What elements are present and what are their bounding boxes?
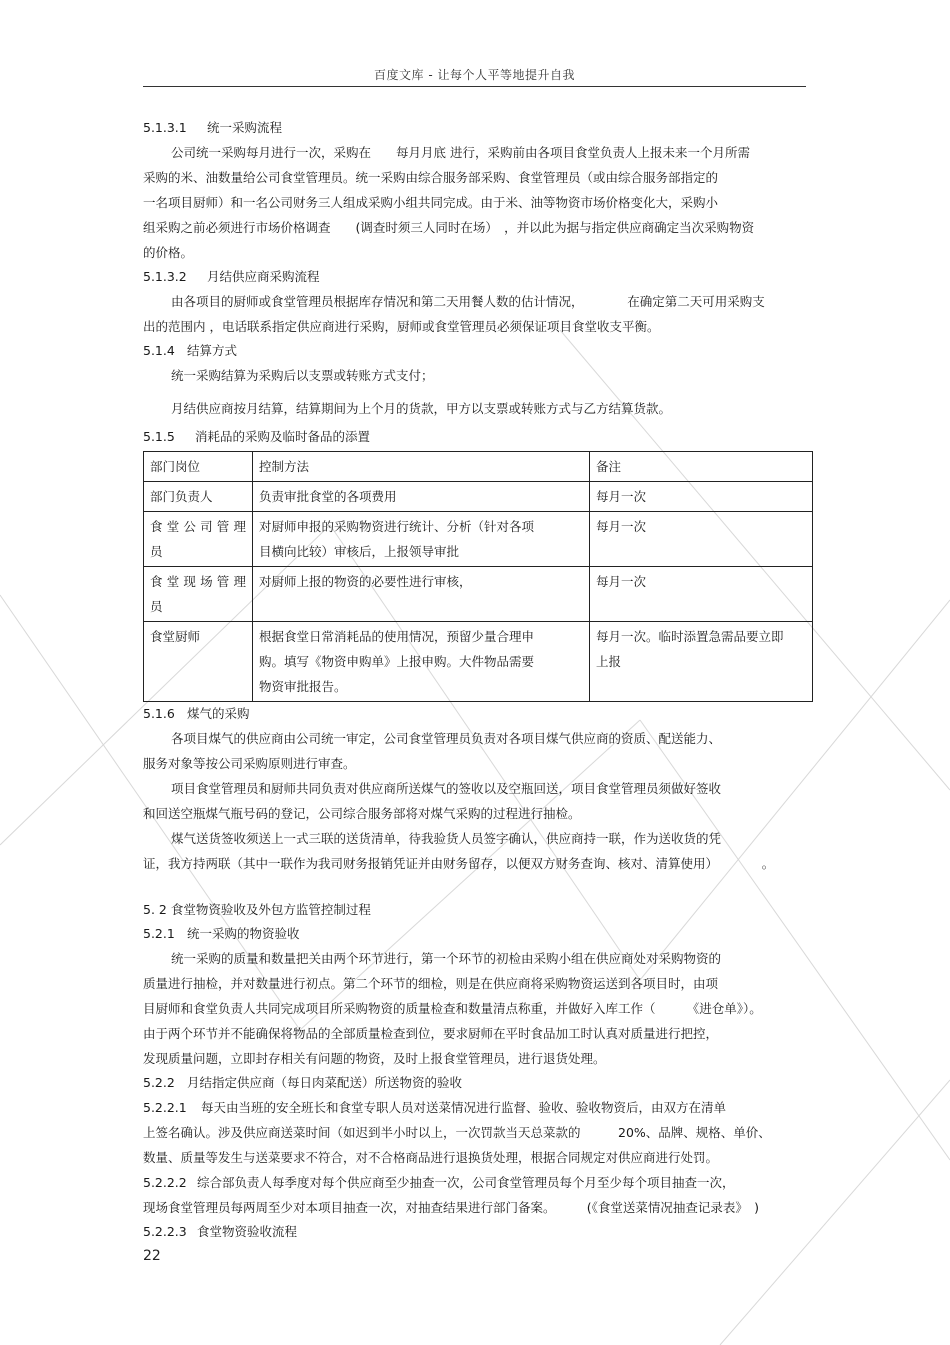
section-title: 消耗品的采购及临时备品的添置 [195, 429, 371, 444]
text-line: 出的范围内 ，电话联系指定供应商进行采购，厨师或食堂管理员必须保证项目食堂收支平衡。 [143, 319, 660, 334]
text-line: 一名项目厨师）和一名公司财务三人组成采购小组共同完成。由于米、油等物资市场价格变化大，采购小 [143, 195, 719, 210]
table-header-cell: 部门岗位 [144, 452, 253, 482]
paragraph-5131 [143, 140, 808, 265]
cell-line: 负责审批食堂的各项费用 [259, 489, 397, 504]
text-line: 项目食堂管理员和厨师共同负责对供应商所送煤气的签收以及空瓶回送，项目食堂管理员须做好签收 [171, 781, 722, 796]
text-line: 月结供应商按月结算，结算期间为上个月的货款，甲方以支票或转账方式与乙方结算货款。 [171, 401, 672, 416]
table-cell [253, 622, 590, 702]
section-title: 统一采购的物资验收 [187, 926, 300, 941]
heading-521 [143, 922, 808, 946]
heading-522 [143, 1071, 808, 1095]
text-line: 公司统一采购每月进行一次，采购在 每月月底 进行，采购前由各项目食堂负责人上报未来一个月所需 [171, 145, 750, 160]
table-row [144, 622, 813, 702]
text-line: 数量、质量等发生与送菜要求不符合，对不合格商品进行退换货处理，根据合同规定对供应商进行处罚。 [143, 1150, 719, 1165]
cell-line: 对厨师申报的采购物资进行统计、分析（针对各项 [259, 519, 535, 534]
cell-line: 食堂现场管理 [150, 574, 246, 589]
heading-5131 [143, 116, 808, 140]
text-line: 质量进行抽检，并对数量进行初点。第二个环节的细检，则是在供应商将采购物资运送到各项目时，由项 [143, 976, 719, 991]
cell-line: 每月一次 [596, 519, 647, 534]
text-line: 组采购之前必须进行市场价格调查 (调查时须三人同时在场） ，并以此为据与指定供应商确定当次采购物资 [143, 220, 755, 235]
table-cell [253, 567, 590, 622]
cell-line: 根据食堂日常消耗品的使用情况，预留少量合理申 [259, 629, 535, 644]
paragraph-516 [143, 726, 808, 876]
section-number: 5.1.5 [143, 429, 175, 444]
cell-line: 目横向比较）审核后，上报领导审批 [259, 544, 460, 559]
text-line [143, 1095, 808, 1120]
heading-52: 5. 2 食堂物资验收及外包方监管控制过程 [143, 902, 371, 917]
cell-line: 员 [150, 544, 163, 559]
text-line: 各项目煤气的供应商由公司统一审定，公司食堂管理员负责对各项目煤气供应商的资质、配送能力、 [171, 731, 722, 746]
cell-line: 购。填写《物资申购单》上报申购。大件物品需要 [259, 654, 535, 669]
section-title: 月结供应商采购流程 [207, 269, 320, 284]
text-line: 上签名确认。涉及供应商送菜时间（如迟到半小时以上，一次罚款当天总菜款的 20%、品牌、规格、单价、 [143, 1125, 771, 1140]
table-cell [144, 482, 253, 512]
table-cell [144, 622, 253, 702]
text-line [143, 1170, 808, 1195]
heading-516 [143, 702, 808, 726]
cell-line: 部门负责人 [150, 489, 213, 504]
text-line: 由于两个环节并不能确保将物品的全部质量检查到位，要求厨师在平时食品加工时认真对质量进行把控， [143, 1026, 719, 1041]
section-number: 5.1.3.2 [143, 269, 187, 284]
cell-line: 食堂公司管理 [150, 519, 246, 534]
section-number: 5.2.2.2 [143, 1175, 187, 1190]
table-cell [590, 622, 813, 702]
table-cell [590, 512, 813, 567]
text-line: 统一采购的质量和数量把关由两个环节进行，第一个环节的初检由采购小组在供应商处对采购物资的 [171, 951, 722, 966]
heading-5223 [143, 1220, 808, 1244]
text-line: 统一采购结算为采购后以支票或转账方式支付； [171, 368, 434, 383]
control-table [143, 451, 813, 702]
page-header: 百度文库 - 让每个人平等地提升自我 [374, 68, 575, 82]
paragraph-5132 [143, 289, 808, 339]
text-line: 煤气送货签收须送上一式三联的送货清单，待我验货人员签字确认，供应商持一联，作为送收货的凭 [171, 831, 722, 846]
paragraph-5222 [143, 1170, 808, 1220]
cell-line: 每月一次 [596, 489, 647, 504]
text-line: 的价格。 [143, 245, 194, 260]
cell-line: 食堂厨师 [150, 629, 201, 644]
table-cell [144, 567, 253, 622]
cell-line: 物资审批报告。 [259, 679, 347, 694]
table-row [144, 482, 813, 512]
table-row [144, 567, 813, 622]
cell-line: 对厨师上报的物资的必要性进行审核， [259, 574, 472, 589]
section-number: 5.1.6 [143, 706, 175, 721]
text-line: 证，我方持两联（其中一联作为我司财务报销凭证并由财务留存，以便双方财务查询、核对、清算使用） 。 [143, 856, 775, 871]
heading-514 [143, 339, 808, 363]
section-title: 食堂物资验收流程 [197, 1224, 298, 1239]
document-body [143, 116, 808, 1244]
section-number: 5.2.1 [143, 926, 175, 941]
table-row [144, 512, 813, 567]
table-cell [253, 482, 590, 512]
section-title: 结算方式 [187, 343, 238, 358]
section-number: 5.1.4 [143, 343, 175, 358]
paragraph-521 [143, 946, 808, 1071]
table-header-cell: 控制方法 [253, 452, 590, 482]
text-line: 服务对象等按公司采购原则进行审查。 [143, 756, 356, 771]
cell-line: 上报 [596, 654, 622, 669]
heading-5132 [143, 265, 808, 289]
cell-line: 每月一次 [596, 574, 647, 589]
section-title: 统一采购流程 [207, 120, 283, 135]
table-cell [144, 512, 253, 567]
text-line: 采购的米、油数量给公司食堂管理员。统一采购由综合服务部采购、食堂管理员（或由综合服务部指定的 [143, 170, 719, 185]
text-line: 发现质量问题，立即封存相关有问题的物资，及时上报食堂管理员，进行退货处理。 [143, 1051, 606, 1066]
paragraph-5221 [143, 1095, 808, 1170]
text-line: 现场食堂管理员每两周至少对本项目抽查一次，对抽查结果进行部门备案。 (《食堂送菜情况抽查记录表》 ) [143, 1200, 760, 1215]
section-number: 5.2.2.1 [143, 1100, 187, 1115]
header-rule [143, 86, 806, 87]
section-number: 5.1.3.1 [143, 120, 187, 135]
text-span: 综合部负责人每季度对每个供应商至少抽查一次，公司食堂管理员每个月至少每个项目抽查一次， [197, 1175, 735, 1190]
text-line: 目厨师和食堂负责人共同完成项目所采购物资的质量检查和数量清点称重，并做好入库工作（ 《进仓单》）。 [143, 1001, 762, 1016]
text-line: 和回送空瓶煤气瓶号码的登记，公司综合服务部将对煤气采购的过程进行抽检。 [143, 806, 581, 821]
cell-line: 员 [150, 599, 163, 614]
text-span: 每天由当班的安全班长和食堂专职人员对送菜情况进行监督、验收、验收物资后，由双方在清单 [201, 1100, 727, 1115]
table-header-row [144, 452, 813, 482]
spacer [143, 876, 808, 898]
table-header-cell: 备注 [590, 452, 813, 482]
table-cell [253, 512, 590, 567]
table-cell [590, 482, 813, 512]
section-number: 5.2.2.3 [143, 1224, 187, 1239]
section-title: 月结指定供应商（每日肉菜配送）所送物资的验收 [187, 1075, 463, 1090]
table-cell [590, 567, 813, 622]
cell-line: 每月一次。临时添置急需品要立即 [596, 629, 784, 644]
heading-515 [143, 425, 808, 449]
page-number: 22 [143, 1248, 161, 1264]
text-line: 由各项目的厨师或食堂管理员根据库存情况和第二天用餐人数的估计情况， 在确定第二天可用采购支 [171, 294, 765, 309]
paragraph-514 [143, 363, 808, 421]
section-title: 煤气的采购 [187, 706, 250, 721]
section-number: 5.2.2 [143, 1075, 175, 1090]
